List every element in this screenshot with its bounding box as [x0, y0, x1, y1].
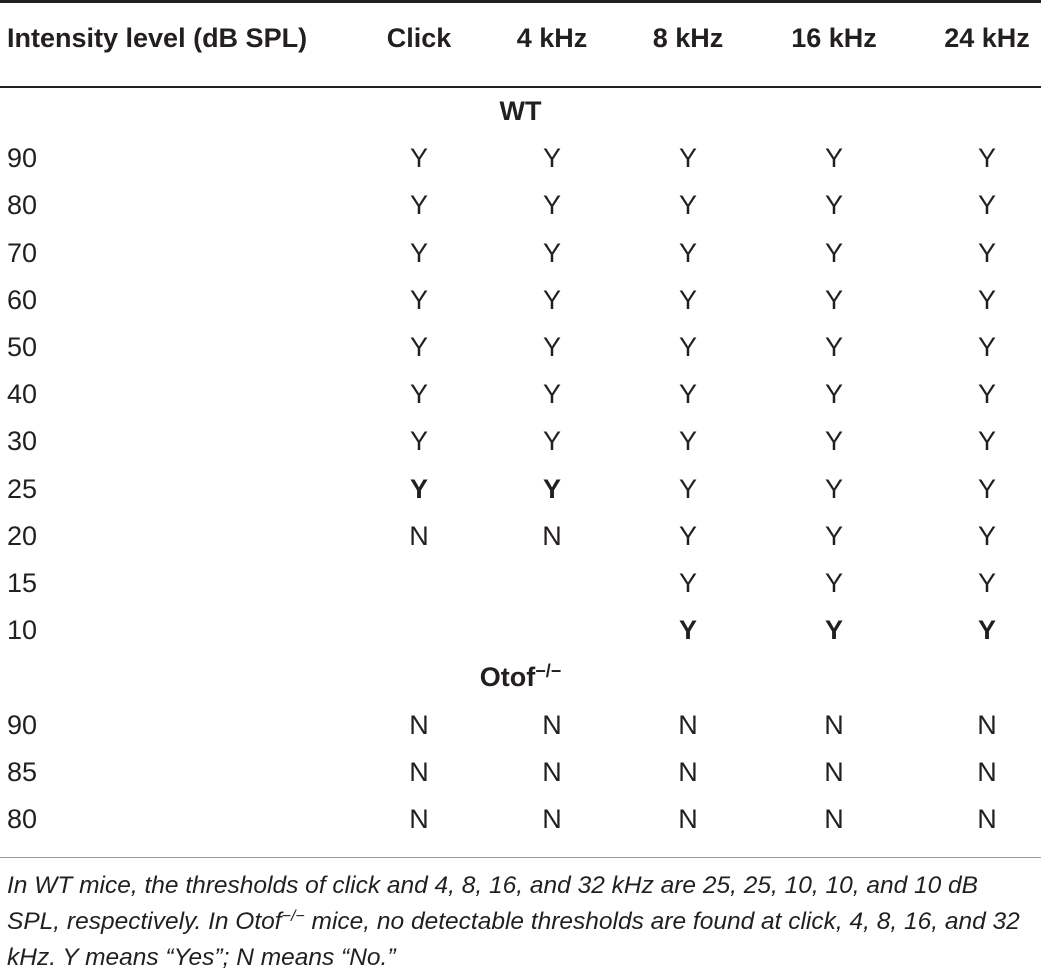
response-cell: Y: [409, 284, 429, 315]
table-row: [0, 237, 1041, 269]
response-cell: Y: [542, 237, 562, 268]
section-title-text: WT: [499, 96, 542, 126]
table-row: [0, 709, 1041, 741]
intensity-level-cell: 50: [7, 332, 38, 362]
response-cell: N: [542, 709, 562, 740]
response-cell: Y: [977, 568, 997, 598]
section-title-superscript: −/−: [535, 661, 562, 682]
table-row: [0, 189, 1041, 221]
response-cell: Y: [824, 237, 844, 268]
response-cell: Y: [977, 237, 997, 268]
footnote-superscript: −/−: [281, 908, 305, 925]
response-cell: Y: [409, 426, 429, 457]
response-cell: N: [542, 804, 562, 834]
response-cell: N: [824, 709, 844, 740]
response-cell: Y: [678, 143, 698, 174]
response-cell: N: [409, 520, 429, 551]
response-cell: Y: [409, 190, 429, 221]
section-title-text: Otof: [479, 662, 536, 693]
intensity-level-cell: 40: [7, 379, 38, 410]
response-cell: Y: [678, 473, 698, 504]
response-cell: Y: [542, 143, 562, 174]
intensity-level-cell: 70: [7, 237, 38, 268]
response-cell: Y: [542, 190, 562, 221]
response-cell: Y: [977, 426, 997, 457]
response-cell: N: [542, 756, 562, 787]
section-title: [0, 95, 1041, 127]
response-cell: Y: [678, 190, 698, 221]
response-cell: Y: [977, 332, 997, 362]
response-cell: Y: [409, 379, 429, 410]
response-cell: N: [678, 804, 698, 834]
response-cell: Y: [409, 332, 429, 362]
intensity-level-cell: 15: [7, 568, 38, 598]
table-row: [0, 473, 1041, 505]
intensity-level-cell: 85: [7, 756, 38, 787]
table-row: [0, 614, 1041, 646]
table-footnote: [7, 868, 1037, 976]
response-cell: Y: [977, 284, 997, 315]
table-top-rule: [0, 0, 1041, 3]
intensity-level-cell: 10: [7, 615, 38, 646]
section-title: [0, 661, 1041, 693]
response-cell: N: [824, 756, 844, 787]
response-cell: Y: [824, 568, 844, 598]
response-cell: Y: [824, 615, 844, 646]
response-cell: Y: [542, 332, 562, 362]
footnote-text-part1: In WT mice, the thresholds of click and 4, 8, 16, and 32 kHz are 25, 25, 10, 10, and 10 dB SPL, respectively. In Otof: [7, 872, 979, 935]
response-cell: Y: [977, 615, 997, 646]
response-cell: Y: [824, 520, 844, 551]
response-cell: Y: [824, 473, 844, 504]
response-cell: N: [678, 756, 698, 787]
table-header: [0, 22, 1041, 62]
response-cell: N: [977, 709, 997, 740]
column-header-intensity-level: Intensity level (dB SPL): [7, 23, 308, 53]
response-cell: N: [409, 709, 429, 740]
intensity-level-cell: 25: [7, 473, 38, 504]
response-cell: N: [542, 520, 562, 551]
response-cell: Y: [977, 379, 997, 410]
response-cell: Y: [678, 237, 698, 268]
table-header-rule: [0, 86, 1041, 88]
table-row: [0, 142, 1041, 174]
response-cell: Y: [824, 332, 844, 362]
table-row: [0, 756, 1041, 788]
table-row: [0, 331, 1041, 363]
intensity-level-cell: 60: [7, 284, 38, 315]
response-cell: Y: [678, 379, 698, 410]
response-cell: Y: [678, 284, 698, 315]
response-cell: Y: [977, 190, 997, 221]
intensity-level-cell: 80: [7, 190, 38, 221]
response-cell: N: [678, 709, 698, 740]
intensity-level-cell: 90: [7, 143, 38, 174]
response-cell: Y: [678, 520, 698, 551]
table-row: [0, 520, 1041, 552]
response-cell: Y: [678, 426, 698, 457]
column-header-16khz: 16 kHz: [791, 23, 877, 53]
column-header-click: Click: [386, 23, 452, 53]
intensity-level-cell: 90: [7, 709, 38, 740]
column-header-8khz: 8 kHz: [652, 23, 724, 53]
response-cell: Y: [824, 379, 844, 410]
table-row: [0, 378, 1041, 410]
table-row: [0, 425, 1041, 457]
footnote-text-part2: mice, no detectable thresholds are found at click, 4, 8, 16, and 32 kHz. Y means “Yes”; N means “No.”: [7, 908, 1020, 971]
table-row: [0, 567, 1041, 599]
table-bottom-rule: [0, 857, 1041, 858]
intensity-level-cell: 20: [7, 520, 38, 551]
table-row: [0, 284, 1041, 316]
response-cell: Y: [824, 284, 844, 315]
response-cell: Y: [542, 379, 562, 410]
response-cell: Y: [542, 473, 562, 504]
response-cell: Y: [977, 520, 997, 551]
column-header-24khz: 24 kHz: [944, 23, 1030, 53]
intensity-level-cell: 80: [7, 804, 38, 834]
response-cell: Y: [824, 143, 844, 174]
response-cell: Y: [678, 568, 698, 598]
response-cell: Y: [678, 332, 698, 362]
response-cell: Y: [678, 615, 698, 646]
response-cell: N: [977, 804, 997, 834]
response-cell: Y: [977, 473, 997, 504]
response-cell: Y: [542, 284, 562, 315]
response-cell: Y: [977, 143, 997, 174]
response-cell: N: [977, 756, 997, 787]
intensity-level-cell: 30: [7, 426, 38, 457]
response-cell: Y: [824, 426, 844, 457]
response-cell: Y: [542, 426, 562, 457]
response-cell: N: [824, 804, 844, 834]
response-cell: Y: [409, 473, 429, 504]
response-cell: Y: [824, 190, 844, 221]
response-cell: N: [409, 756, 429, 787]
response-cell: Y: [409, 237, 429, 268]
response-cell: Y: [409, 143, 429, 174]
table-row: [0, 803, 1041, 835]
response-cell: N: [409, 804, 429, 834]
column-header-4khz: 4 kHz: [516, 23, 588, 53]
